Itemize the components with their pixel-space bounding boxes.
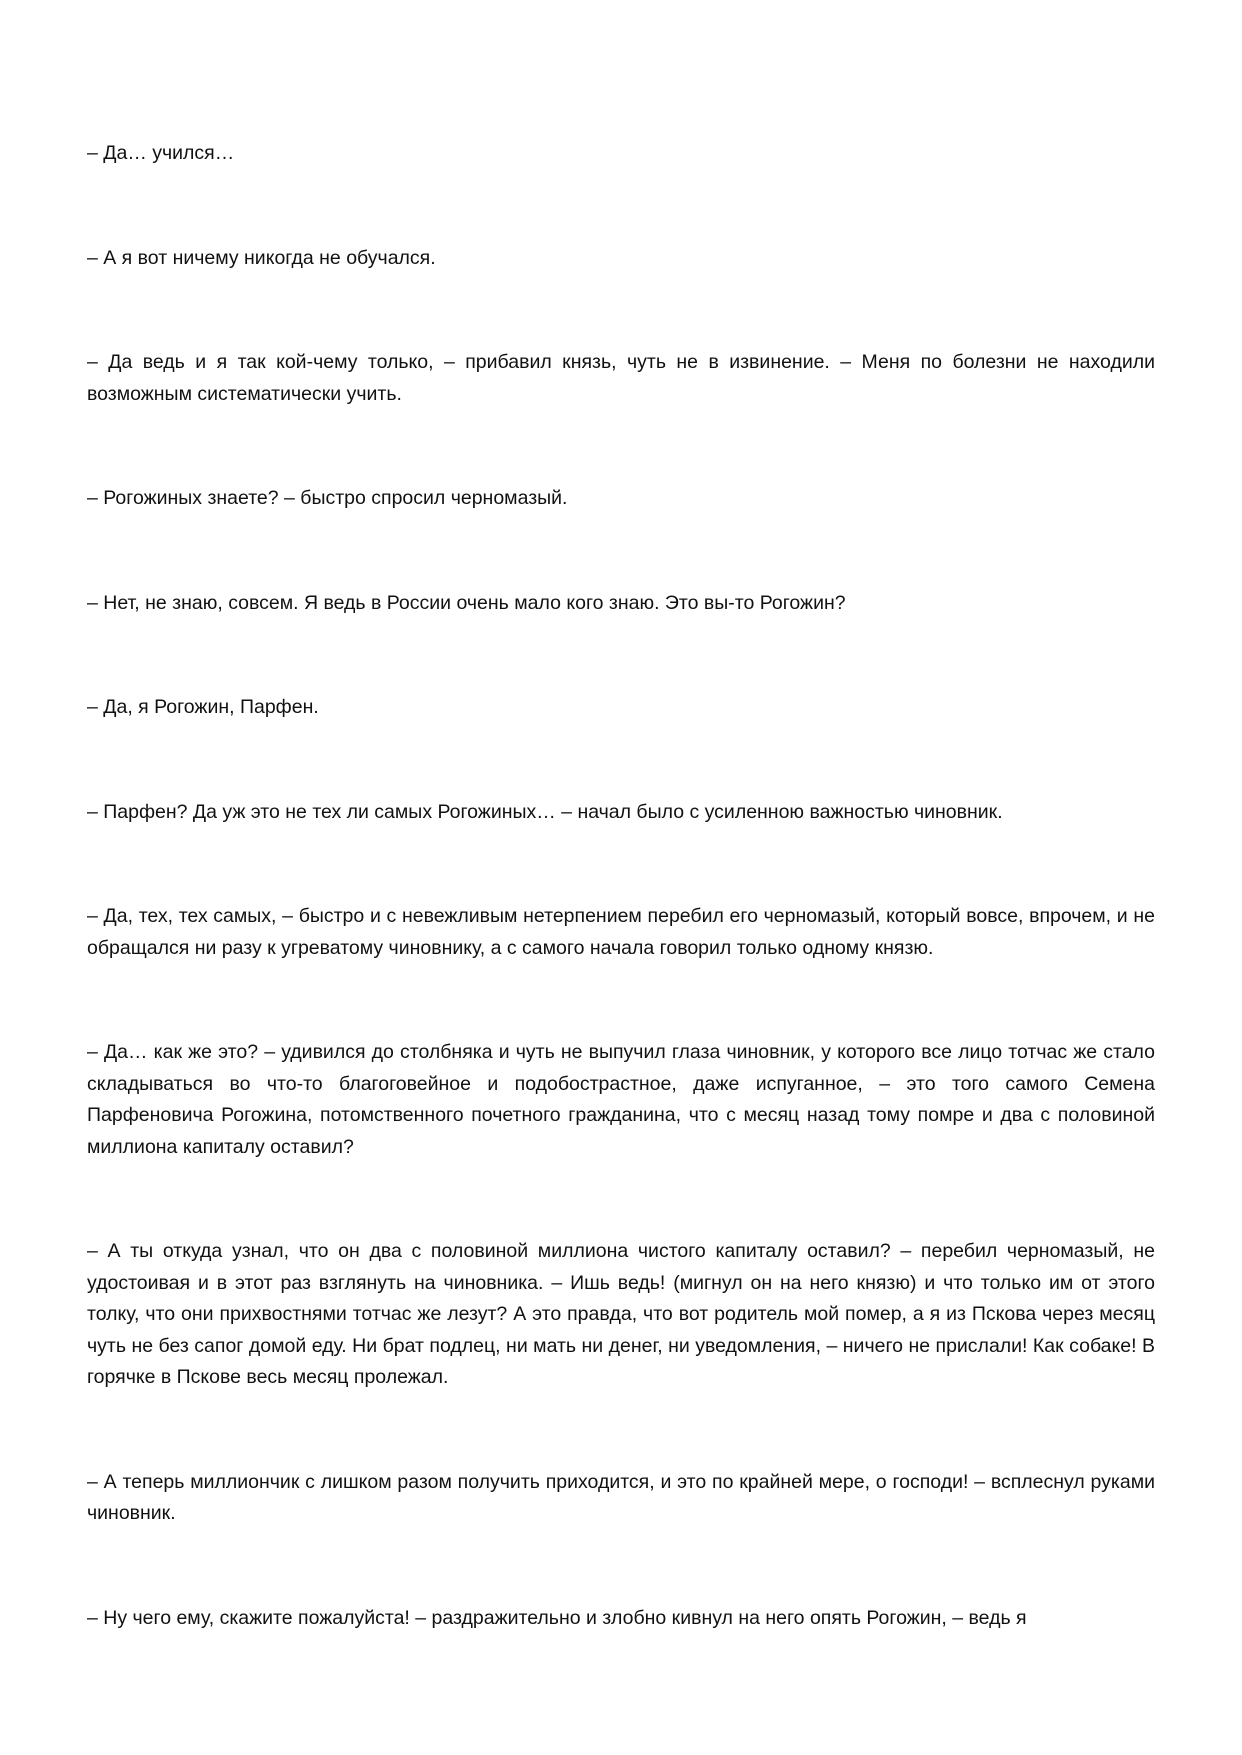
- paragraph-12: – Ну чего ему, скажите пожалуйста! – раздражительно и злобно кивнул на него опять Рогожин, – ведь я: [87, 1606, 1027, 1629]
- paragraph-6: – Да, я Рогожин, Парфен.: [87, 696, 319, 718]
- paragraph-4: – Рогожиных знаете? – быстро спросил черномазый.: [87, 487, 568, 509]
- paragraph-8: – Да, тех, тех самых, – быстро и с невежливым нетерпением перебил его черномазый, который вовсе, впрочем, и не обращался ни разу к угреватому чиновнику, а с самого начала говорил только одному князю.: [87, 905, 1155, 959]
- document-page: [87, 138, 1155, 1634]
- paragraph-10: – А ты откуда узнал, что он два с половиной миллиона чистого капиталу оставил? – перебил черномазый, не удостоивая и в этот раз взглянуть на чиновника. – Ишь ведь! (мигнул он на него князю) и что только им от этого толку, что они прихвостнями тотчас же лезут? А это правда, что вот родитель мой помер, а я из Пскова через месяц чуть не без сапог домой еду. Ни брат подлец, ни мать ни денег, ни уведомления, – ничего не прислали! Как собаке! В горячке в Пскове весь месяц пролежал.: [87, 1240, 1155, 1388]
- paragraph-3: – Да ведь и я так кой-чему только, – прибавил князь, чуть не в извинение. – Меня по болезни не находили возможным систематически учить.: [87, 351, 1155, 405]
- paragraph-1: – Да… учился…: [87, 142, 235, 164]
- paragraph-7: – Парфен? Да уж это не тех ли самых Рогожиных… – начал было с усиленною важностью чиновник.: [87, 800, 1003, 823]
- paragraph-2: – А я вот ничему никогда не обучался.: [87, 246, 436, 269]
- paragraph-11: – А теперь миллиончик с лишком разом получить приходится, и это по крайней мере, о господи! – всплеснул руками чиновник.: [87, 1470, 1155, 1524]
- paragraph-9: – Да… как же это? – удивился до столбняка и чуть не выпучил глаза чиновник, у которого все лицо тотчас же стало складываться во что-то благоговейное и подобострастное, даже испуганное, – это того самого Семена Парфеновича Рогожина, потомственного почетного гражданина, что с месяц назад тому помре и два с половиной миллиона капиталу оставил?: [87, 1041, 1155, 1158]
- paragraph-5: – Нет, не знаю, совсем. Я ведь в России очень мало кого знаю. Это вы-то Рогожин?: [87, 591, 846, 614]
